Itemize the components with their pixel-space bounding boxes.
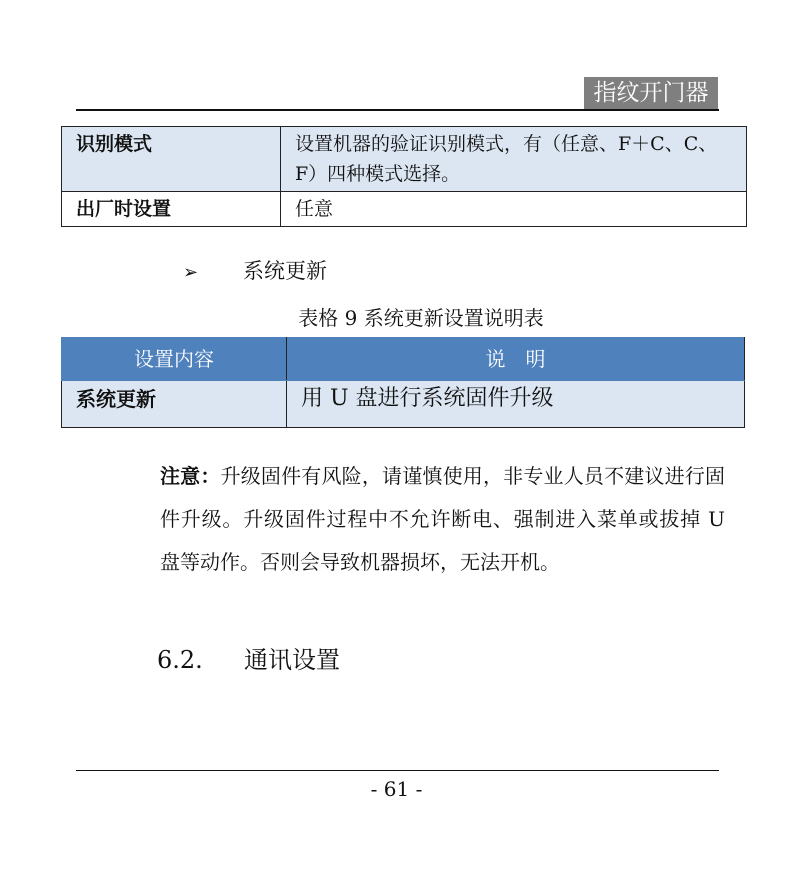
header-title: 指纹开门器 — [584, 77, 718, 109]
page-number: - 61 - — [370, 777, 423, 801]
arrow-bullet-icon: ➢ — [183, 262, 199, 283]
table-header-cell: 设置内容 — [62, 338, 287, 381]
table-cell-value: 用 U 盘进行系统固件升级 — [287, 381, 745, 428]
section-number: 6.2. — [157, 646, 203, 674]
section-title: 通讯设置 — [244, 646, 340, 674]
table-caption: 表格 9 系统更新设置说明表 — [298, 306, 544, 330]
note-label: 注意： — [160, 464, 221, 488]
table-row — [62, 127, 747, 192]
table-cell-value: 设置机器的验证识别模式，有（任意、F＋C、C、F）四种模式选择。 — [281, 127, 747, 192]
table-row — [62, 381, 745, 428]
note-paragraph — [160, 455, 725, 584]
table-cell-value: 任意 — [281, 192, 747, 227]
table-cell-label: 识别模式 — [62, 127, 281, 192]
table-header-row — [62, 338, 745, 381]
bullet-item — [183, 257, 327, 287]
table-header-cell: 说 明 — [287, 338, 745, 381]
footer-rule — [76, 770, 719, 771]
header-rule — [76, 109, 719, 111]
system-update-table — [61, 337, 745, 428]
section-heading — [157, 643, 340, 677]
recognition-mode-table — [61, 126, 747, 227]
note-text: 升级固件有风险，请谨慎使用，非专业人员不建议进行固件升级。升级固件过程中不允许断电、强制进入菜单或拔掉 U 盘等动作。否则会导致机器损坏，无法开机。 — [160, 464, 726, 574]
bullet-text: 系统更新 — [243, 259, 327, 283]
table-cell-label: 系统更新 — [62, 381, 287, 428]
table-cell-label: 出厂时设置 — [62, 192, 281, 227]
table-row — [62, 192, 747, 227]
